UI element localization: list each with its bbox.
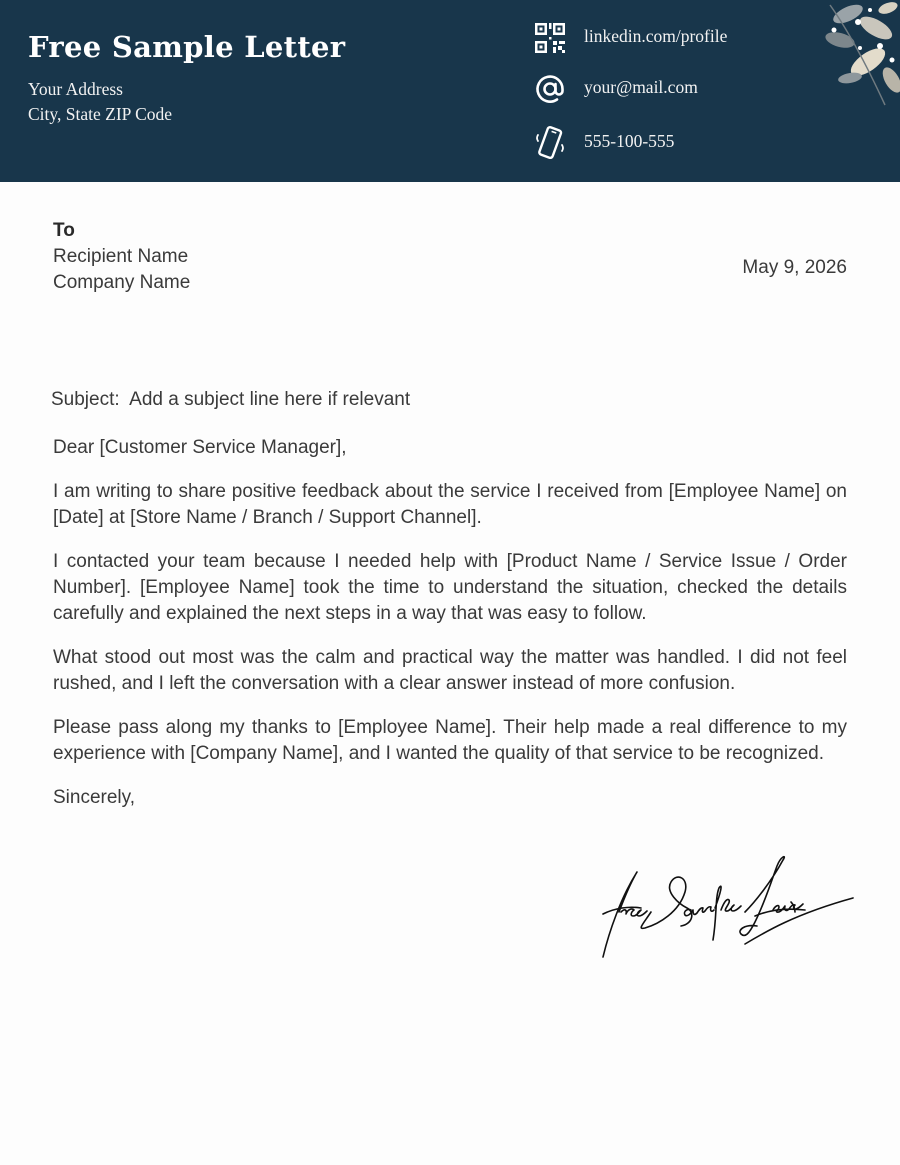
sender-name: Free Sample Letter [28, 30, 346, 64]
handwritten-signature [595, 852, 855, 962]
letterhead-banner [0, 0, 900, 182]
qr-code-icon [532, 20, 568, 56]
subject-line: Subject: Add a subject line here if relevant [51, 389, 411, 410]
at-sign-icon [532, 71, 568, 107]
sender-address-line1: Your Address [28, 79, 123, 99]
recipient-company: Company Name [53, 272, 191, 293]
contact-linkedin [532, 20, 812, 56]
recipient-label: To [53, 220, 75, 241]
body-paragraph-1: I am writing to share positive feedback about the service I received from [Employee Name] on [Date] at [Store Name / Branch / Support Channel]. [53, 481, 847, 528]
letter-date: May 9, 2026 [742, 257, 847, 278]
smartphone-icon [532, 125, 568, 161]
contact-phone [532, 125, 812, 161]
sender-address-line2: City, State ZIP Code [28, 104, 173, 124]
phone-number: 555-100-555 [584, 131, 675, 151]
email-address: your@mail.com [584, 77, 698, 97]
floral-icon [810, 0, 900, 110]
linkedin-url: linkedin.com/profile [584, 26, 728, 46]
recipient-block [53, 218, 190, 296]
recipient-name: Recipient Name [53, 246, 189, 267]
contact-email [532, 71, 812, 107]
body-paragraph-2: I contacted your team because I needed help with [Product Name / Service Issue / Order Number]. [Employee Name] took the time to understand the situation, checked the details carefully and explained the next steps in a way that was easy to follow. [53, 551, 847, 624]
salutation: Dear [Customer Service Manager], [53, 437, 347, 458]
letter-body [53, 435, 847, 829]
body-paragraph-4: Please pass along my thanks to [Employee Name]. Their help made a real difference to my experience with [Company Name], and I wanted the quality of that service to be recognized. [53, 717, 847, 764]
body-paragraph-3: What stood out most was the calm and practical way the matter was handled. I did not feel rushed, and I left the conversation with a clear answer instead of more confusion. [53, 647, 847, 694]
closing: Sincerely, [53, 787, 136, 808]
